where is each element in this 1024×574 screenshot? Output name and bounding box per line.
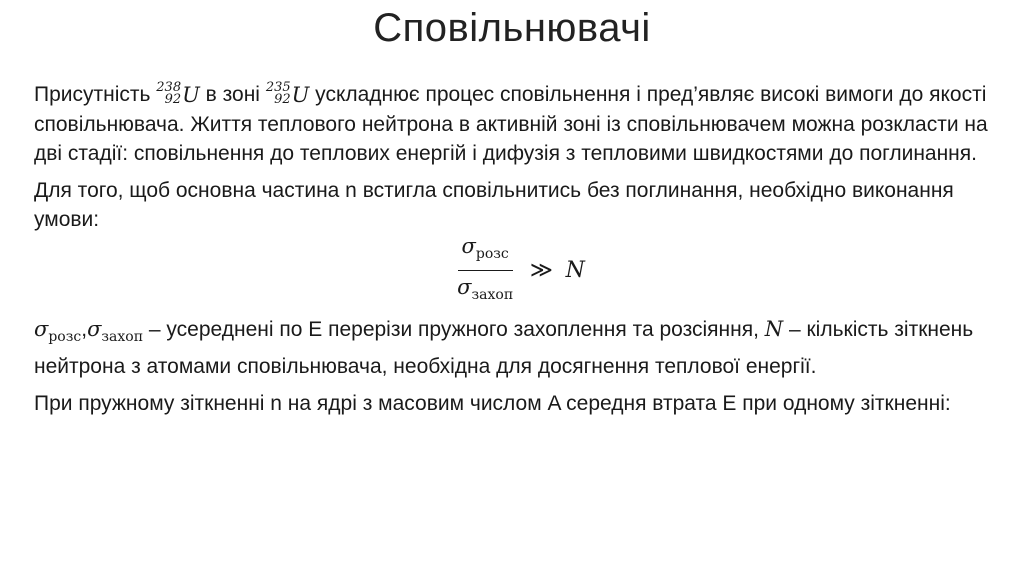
symbol-n: N (764, 316, 784, 341)
p3-text-1: – усереднені по E перерізи пружного захоплення та розсіяння, (143, 317, 765, 341)
isotope-u238-symbol: U (182, 82, 200, 107)
paragraph-condition: Для того, щоб основна частина n встигла сповільнитись без поглинання, необхідно виконання умови: (34, 178, 954, 231)
p1-text-1: Присутність (34, 83, 157, 106)
formula-relation: ≫ (529, 257, 553, 283)
sigma-capture: $\sigma_{захоп}$ (87, 316, 144, 345)
paragraph-definitions: $\sigma_{розс},\sigma_{захоп}$ – усереднені по E перерізи пружного захоплення та розсіяння, N – кількість зіткнень нейтрона з атомами сповільнювача, необхідна для досягнення теплової енергії. (34, 316, 974, 378)
isotope-u238-z: 92 (164, 92, 182, 108)
formula-rhs: N (565, 257, 585, 283)
formula-denominator: $\sigma_{захоп}$ (457, 274, 514, 303)
formula-denominator-sub: захоп (471, 286, 514, 303)
isotope-u238 (156, 81, 200, 110)
sigma-scatter: $\sigma_{розс}$ (34, 316, 82, 345)
p1-text-3: ускладнює процес сповільнення і пред’являє високі вимоги до якості сповільнювача. Життя теплового нейтрона в активній зоні із сповільнювачем можна розкласти на дві стадії: сповільнення до теплових енергій і дифузія з тепловими швидкостями до поглинання. (34, 83, 988, 165)
isotope-u235-z: 92 (274, 92, 291, 108)
formula-numerator: $\sigma_{розс}$ (458, 232, 513, 271)
paragraph-moderator-intro (34, 80, 1004, 168)
slide-body (34, 80, 1004, 426)
formula-fraction (453, 232, 517, 309)
paragraph-elastic-collision: При пружному зіткненні n на ядрі з масовим числом A середня втрата E при одному зіткненні: (34, 391, 951, 415)
isotope-u235-symbol: U (291, 82, 310, 107)
isotope-u238-mass: 238 (156, 80, 182, 96)
isotope-u235-mass: 235 (265, 80, 291, 96)
formula-condition (34, 232, 1004, 309)
p3-text-2: – кількість зіткнень нейтрона з атомами сповільнювача, необхідна для досягнення теплової енергії. (34, 317, 974, 378)
slide-title: Сповільнювачі (373, 6, 651, 50)
p1-text-2: в зоні (199, 83, 266, 106)
formula-numerator-sub: розс (475, 245, 509, 262)
isotope-u235 (266, 81, 310, 110)
